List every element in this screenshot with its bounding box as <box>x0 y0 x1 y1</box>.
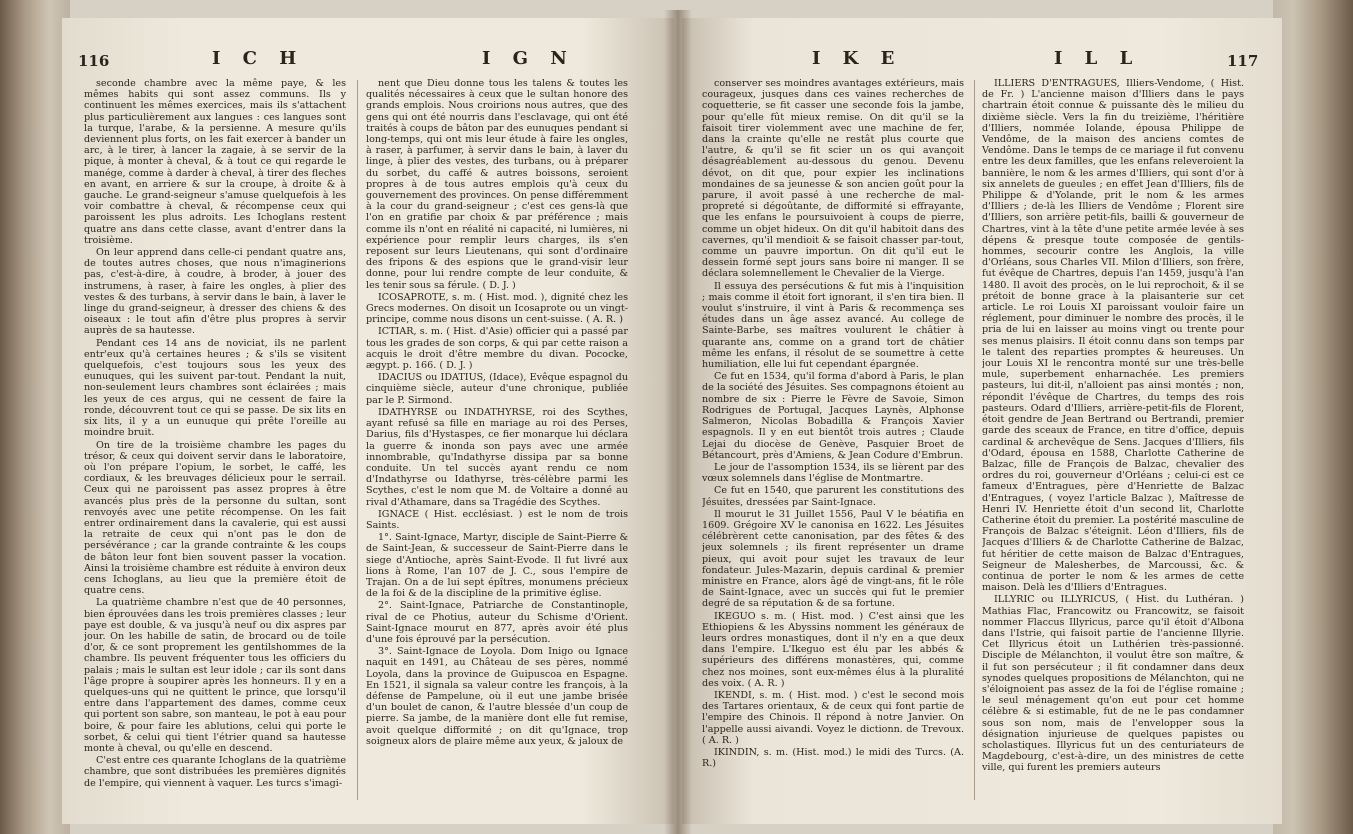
paragraph: nent que Dieu donne tous les talens & toutes les qualités nécessaires à ceux que le sultan honore des grands emplois. Nous croirions nous autres, que des gens qui ont été nourris dans l'esclavage, qui ont été traités à coups de bâton par des eunuques pendant si long-temps, qui ont mis leur étude à faire les ongles, à raser, à parfumer, à servir dans le bain, à laver du linge, à plier des vestes, des turbans, ou à préparer du sorbet, du caffé & autres boissons, seroient propres à de tous autres emplois qu'à ceux du gouvernement des provinces. On pense différemment à la cour du grand-seigneur ; c'est ces gens-là que l'on en gratifie par choix & par préférence ; mais comme ils n'ont en réalité ni capacité, ni lumières, ni expérience pour remplir leurs charges, ils s'en reposent sur leurs Lieutenans, qui sont d'ordinaire des fripons & des espions que le grand-visir leur donne, pour lui rendre compte de leur conduite, & les tenir sous sa férule. ( D. J. ) <box>366 78 628 291</box>
book-gutter <box>664 10 692 834</box>
paragraph: Le jour de l'assomption 1534, ils se lièrent par des vœux solemnels dans l'église de Montmartre. <box>702 461 964 485</box>
right-page-edges <box>1273 0 1353 834</box>
right-column-2 <box>982 78 1244 810</box>
right-page <box>682 18 1282 824</box>
paragraph: Pendant ces 14 ans de noviciat, ils ne parlent entr'eux qu'à certaines heures ; & s'ils se visitent quelquefois, c'est toujours sous les yeux des eunuques, qui les suivent par-tout. Pendant la nuit, non-seulement leurs chambres sont éclairées ; mais les yeux de ces argus, qui ne cessent de faire la ronde, découvrent tout ce qui se passe. De six lits en six lits, il y a un eunuque qui prête l'oreille au moindre bruit. <box>84 337 346 439</box>
entry: ICTIAR, s. m. ( Hist. d'Asie) officier qui a passé par tous les grades de son corps, & qui par cette raison a acquis le droit d'être membre du divan. Pococke, ægypt. p. 166. ( D. J. ) <box>366 326 628 372</box>
paragraph: 1°. Saint-Ignace, Martyr, disciple de Saint-Pierre & de Saint-Jean, & successeur de Saint-Pierre dans le siege d'Antioche, après Saint-Evode. Il fut livré aux lions à Rome, l'an 107 de J. C., sous l'empire de Trajan. On a de lui sept épîtres, monumens précieux de la foi & de la discipline de la primitive église. <box>366 532 628 600</box>
paragraph: conserver ses moindres avantages extérieurs, mais courageux, jusques dans ces vaines recherches de coquetterie, se fit casser une seconde fois la jambe, pour qu'elle fût mieux remise. On dit qu'il se la faisoit tirer violemment avec une machine de fer, dans la crainte qu'elle ne restât plus courte que l'autre, & qu'il se fit scier un os qui avançoit désagréablement au-dessous du genou. Devenu dévot, on dit que, pour expier les inclinations mondaines de sa jeunesse & son ancien goût pour la parure, il avoit passé à une recherche de mal-propreté si dégoûtante, de difformité si effrayante, que les enfans le poursuivoient à coups de pierre, comme un objet hideux. On dit qu'il habitoit dans des cavernes, qu'il mendioit & se faisoit chasser par-tout, comme un pauvre importun. On dit qu'il eut le dessein formé sept jours sans boire ni manger. Il se déclara solemnellement le Chevalier de la Vierge. <box>702 78 964 280</box>
column-rule <box>357 80 358 800</box>
entry: ILLYRIC ou ILLYRICUS, ( Hist. du Luthéran. ) Mathias Flac, Francowitz ou Francowitz, se faisoit nommer Flaccus Illyricus, parce qu'il étoit d'Albona dans l'Istrie, qui faisoit partie de l'ancienne Illyrie. Cet Illyricus étoit un Luthérien très-passionné. Disciple de Mélanchton, il voulut être son maître, & il fut son persécuteur ; il fit condamner dans deux synodes quelques propositions de Mélanchton, qui ne s'éloignoient pas assez de la foi de l'église romaine ; le seul ménagement qu'on eut pour cet homme célèbre & si estimable, fut de ne le pas condamner sous son nom, mais de l'envelopper sous la désignation injurieuse de quelques papistes ou scholastiques. Illyricus fut un des centuriateurs de Magdebourg, c'est-à-dire, un des ministres de cette ville, qui furent les premiers auteurs <box>982 594 1244 774</box>
page-number-right: 117 <box>1227 52 1259 70</box>
running-head-left-2: I G N <box>482 48 575 69</box>
page-number-left: 116 <box>78 52 110 70</box>
paragraph: C'est entre ces quarante Ichoglans de la quatrième chambre, que sont distribuées les premières dignités de l'empire, qui viennent à vaquer. Les turcs s'imagi- <box>84 755 346 789</box>
entry: IKINDIN, s. m. (Hist. mod.) le midi des Turcs. (A. R.) <box>702 746 964 770</box>
left-column-1 <box>84 78 346 810</box>
entry: IDACIUS ou IDATIUS, (Idace), Evêque espagnol du cinquième siècle, auteur d'une chronique, publiée par le P. Sirmond. <box>366 372 628 406</box>
right-column-1 <box>702 78 964 810</box>
entry: IKEGUO s. m. ( Hist. mod. ) C'est ainsi que les Ethiopiens & les Abyssins nomment les généraux de leurs ordres monastiques, dont il n'y en a que deux dans l'empire. L'Ikeguo est élu par les abbés & supérieurs des différens monastères, qui, comme chez nos moines, sont eux-mêmes élus à la pluralité des voix. ( A. R. ) <box>702 610 964 689</box>
paragraph: On leur apprend dans celle-ci pendant quatre ans, de toutes autres choses, que nous n'imaginerions pas, c'est-à-dire, à coudre, à broder, à jouer des instrumens, à raser, à faire les ongles, à plier des vestes & des turbans, à servir dans le bain, à laver le linge du grand-seigneur, à dresser des chiens & des oiseaux : le tout afin d'être plus propres à servir auprès de sa hautesse. <box>84 247 346 337</box>
paragraph: La quatrième chambre n'est que de 40 personnes, bien éprouvées dans les trois premières classes ; leur paye est double, & va jusqu'à neuf ou dix aspres par jour. On les habille de satin, de brocard ou de toile d'or, & ce sont proprement les gentilshommes de la chambre. Ils peuvent fréquenter tous les officiers du palais ; mais le sultan est leur idole ; car ils sont dans l'âge propre à soupirer après les honneurs. Il y en a quelques-uns qui ne quittent le prince, que lorsqu'il entre dans l'appartement des dames, comme ceux qui portent son sabre, son manteau, le pot à eau pour boire, & pour faire les ablutions, celui qui porte le sorbet, & celui qui tient l'étrier quand sa hautesse monte à cheval, ou qu'elle en descend. <box>84 597 346 754</box>
entry: ILLIERS D'ENTRAGUES, Illiers-Vendome, ( Hist. de Fr. ) L'ancienne maison d'Illiers dans le pays chartrain étoit connue & puissante dès le milieu du dixième siècle. Vers la fin du treizième, l'héritière d'Illiers, nommée Iolande, épousa Philippe de Vendôme, de la maison des anciens comtes de Vendôme. Dans le temps de ce mariage il fut convenu entre les deux familles, que les enfans releveroient la bannière, le nom & les armes d'Illiers, qui sont d'or à six annelets de gueules ; en effet Jean d'Illiers, fils de Philippe & d'Yolande, prit le nom & les armes d'Illiers ; de-là les Illiers de Vendôme ; Florent sire d'Illiers, son arrière petit-fils, bailli & gouverneur de Chartres, vint à la tête d'une petite armée levée à ses dépens & presque toute composée de gentils-hommes, secourir contre les Anglois, la ville d'Orléans, sous Charles VII. Milon d'Illiers, son frère, fut évêque de Chartres, depuis l'an 1459, jusqu'à l'an 1480. Il avoit des procès, on le lui reprochoit, & il se prétoit de bonne grace à la plaisanterie sur cet article. Le roi Louis XI paroissant vouloir faire un réglement, pour diminuer le nombre des procès, il le pria de lui en laisser au moins vingt ou trente pour ses menus plaisirs. Il étoit connu dans son temps par le talent des reparties promptes & heureuses. Un jour Louis XI le rencontra monté sur une très-belle mule, superbement enharnachée. Les premiers pasteurs, lui dit-il, n'alloient pas ainsi montés ; non, répondit l'évêque de Chartres, du temps des rois pasteurs. Odard d'Illiers, arrière-petit-fils de Florent, étoit gendre de Jean Bertrand ou Bertrandi, premier garde des sceaux de France, en titre d'office, depuis cardinal & archevêque de Sens. Jacques d'Illiers, fils d'Odard, épousa en 1588, Charlotte Catherine de Balzac, fille de François de Balzac, chevalier des ordres du roi, gouverneur d'Orléans ; celui-ci est ce fameux d'Entragues, père d'Henriette de Balzac d'Entragues, ( voyez l'article Balzac ), Maîtresse de Henri IV. Henriette étoit d'un second lit, Charlotte Catherine étoit du premier. La postérité masculine de François de Balzac s'éteignit. Léon d'Illiers, fils de Jacques d'Illiers & de Charlotte Catherine de Balzac, fut héritier de cette maison de Balzac d'Entragues, Seigneur de Malesherbes, de Marcoussi, &c. & continua de porter le nom & les armes de cette maison. Delà les d'Illiers d'Entragues. <box>982 78 1244 594</box>
paragraph: Ce fut en 1540, que parurent les constitutions des Jésuites, dressées par Saint-Ignace. <box>702 485 964 508</box>
left-page <box>62 18 674 824</box>
paragraph: 3°. Saint-Ignace de Loyola. Dom Inigo ou Ignace naquit en 1491, au Château de ses pères, nommé Loyola, dans la province de Guipuscoa en Espagne. En 1521, il signala sa valeur contre les françois, à la défense de Pampelune, où il eut une jambe brisée d'un boulet de canon, & l'autre blessée d'un coup de pierre. Sa jambe, de la manière dont elle fut remise, avoit quelque difformité ; on dit qu'Ignace, trop soigneux alors de plaire même aux yeux, & jaloux de <box>366 646 628 747</box>
paragraph: 2°. Saint-Ignace, Patriarche de Constantinople, rival de ce Photius, auteur du Schisme d'Orient. Saint-Ignace mourut en 877, après avoir été plus d'une fois éprouvé par la persécution. <box>366 600 628 645</box>
entry: ICOSAPROTE, s. m. ( Hist. mod. ), dignité chez les Grecs modernes. On disoit un Icosaprote ou un vingt-principe, comme nous disons un cent-suisse. ( A. R. ) <box>366 291 628 326</box>
entry: IDATHYRSE ou INDATHYRSE, roi des Scythes, ayant refusé sa fille en mariage au roi des Perses, Darius, fils d'Hystaspes, ce fier monarque lui déclara la guerre & inonda son pays avec une armée innombrable, qu'Indathyrse dissipa par sa bonne conduite. Un tel succès ayant rendu ce nom d'Indathyrse ou Idathyrse, très-célèbre parmi les Scythes, c'est le nom que M. de Voltaire a donné au rival d'Athamare, dans sa Tragédie des Scythes. <box>366 406 628 508</box>
paragraph: On tire de la troisième chambre les pages du trésor, & ceux qui doivent servir dans le laboratoire, où l'on prépare l'opium, le sorbet, le caffé, les cordiaux, & les breuvages délicieux pour le serrail. Ceux qui ne paroissent pas assez propres à être avancés plus près de la personne du sultan, sont renvoyés avec une petite récompense. On les fait entrer ordinairement dans la cavalerie, qui est aussi la retraite de ceux qui n'ont pas le don de persévérance ; car la grande contrainte & les coups de bâton leur font bien souvent passer la vocation. Ainsi la troisième chambre est réduite à environ deux cens Ichoglans, au lieu que la première étoit de quatre cens. <box>84 439 346 597</box>
entry: IGNACE ( Hist. ecclésiast. ) est le nom de trois Saints. <box>366 508 628 531</box>
left-column-2 <box>366 78 628 810</box>
entry: IKENDI, s. m. ( Hist. mod. ) c'est le second mois des Tartares orientaux, & de ceux qui font partie de l'empire des Chinois. Il répond à notre Janvier. On l'appelle aussi aivandi. Voyez le dictionn. de Trevoux. ( A. R. ) <box>702 689 964 746</box>
running-head-right-2: I L L <box>1054 48 1141 69</box>
paragraph: Il mourut le 31 Juillet 1556, Paul V le béatifia en 1609. Grégoire XV le canonisa en 1622. Les Jésuites célébrèrent cette canonisation, par des fêtes & des jeux solemnels ; ils firent représenter un drame pieux, qui avoit pour sujet les travaux de leur fondateur. Jules-Mazarin, depuis cardinal & premier ministre en France, alors âgé de vingt-ans, fit le rôle de Saint-Ignace, avec un succès qui fut le premier degré de sa réputation & de sa fortune. <box>702 508 964 610</box>
paragraph: seconde chambre avec la même paye, & les mêmes habits qui sont assez communs. Ils y continuent les mêmes exercices, mais ils s'attachent plus particulièrement aux langues : ces langues sont la turque, l'arabe, & la persienne. A mesure qu'ils deviennent plus forts, on les fait exercer à bander un arc, à le tirer, à lancer la zagaie, à se servir de la pique, à monter à cheval, & à tout ce qui regarde le manége, comme à darder à cheval, à tirer des fleches en avant, en arriere & sur la croupe, à droite & à gauche. Le grand-seigneur s'amuse quelquefois à les voir combattre à cheval, & récompense ceux qui paroissent les plus adroits. Les Ichoglans restent quatre ans dans cette classe, avant d'entrer dans la troisième. <box>84 78 346 246</box>
column-rule <box>974 80 975 800</box>
paragraph: Il essuya des persécutions & fut mis à l'inquisition ; mais comme il étoit fort ignorant, il s'en tira bien. Il voulut s'instruire, il vint à Paris & recommença ses études dans un âge assez avancé. Au college de Sainte-Barbe, ses maîtres voulurent le châtier à quarante ans, comme on a grand tort de châtier même les enfans, il résolut de se soumettre à cette humiliation, elle lui fut cependant épargnée. <box>702 280 964 371</box>
paragraph: Ce fut en 1534, qu'il forma d'abord à Paris, le plan de la société des Jésuites. Ses compagnons étoient au nombre de six : Pierre le Fèvre de Savoie, Simon Rodrigues de Portugal, Jacques Laynès, Alphonse Salmeron, Nicolas Bobadilla & François Xavier espagnols. Il y en eut bientôt trois autres ; Claude Lejai du diocèse de Genève, Pasquier Broet de Bétancourt, près d'Amiens, & Jean Codure d'Embrun. <box>702 371 964 461</box>
left-page-edges <box>0 0 70 834</box>
running-head-right-1: I K E <box>812 48 903 69</box>
running-head-left-1: I C H <box>212 48 305 69</box>
